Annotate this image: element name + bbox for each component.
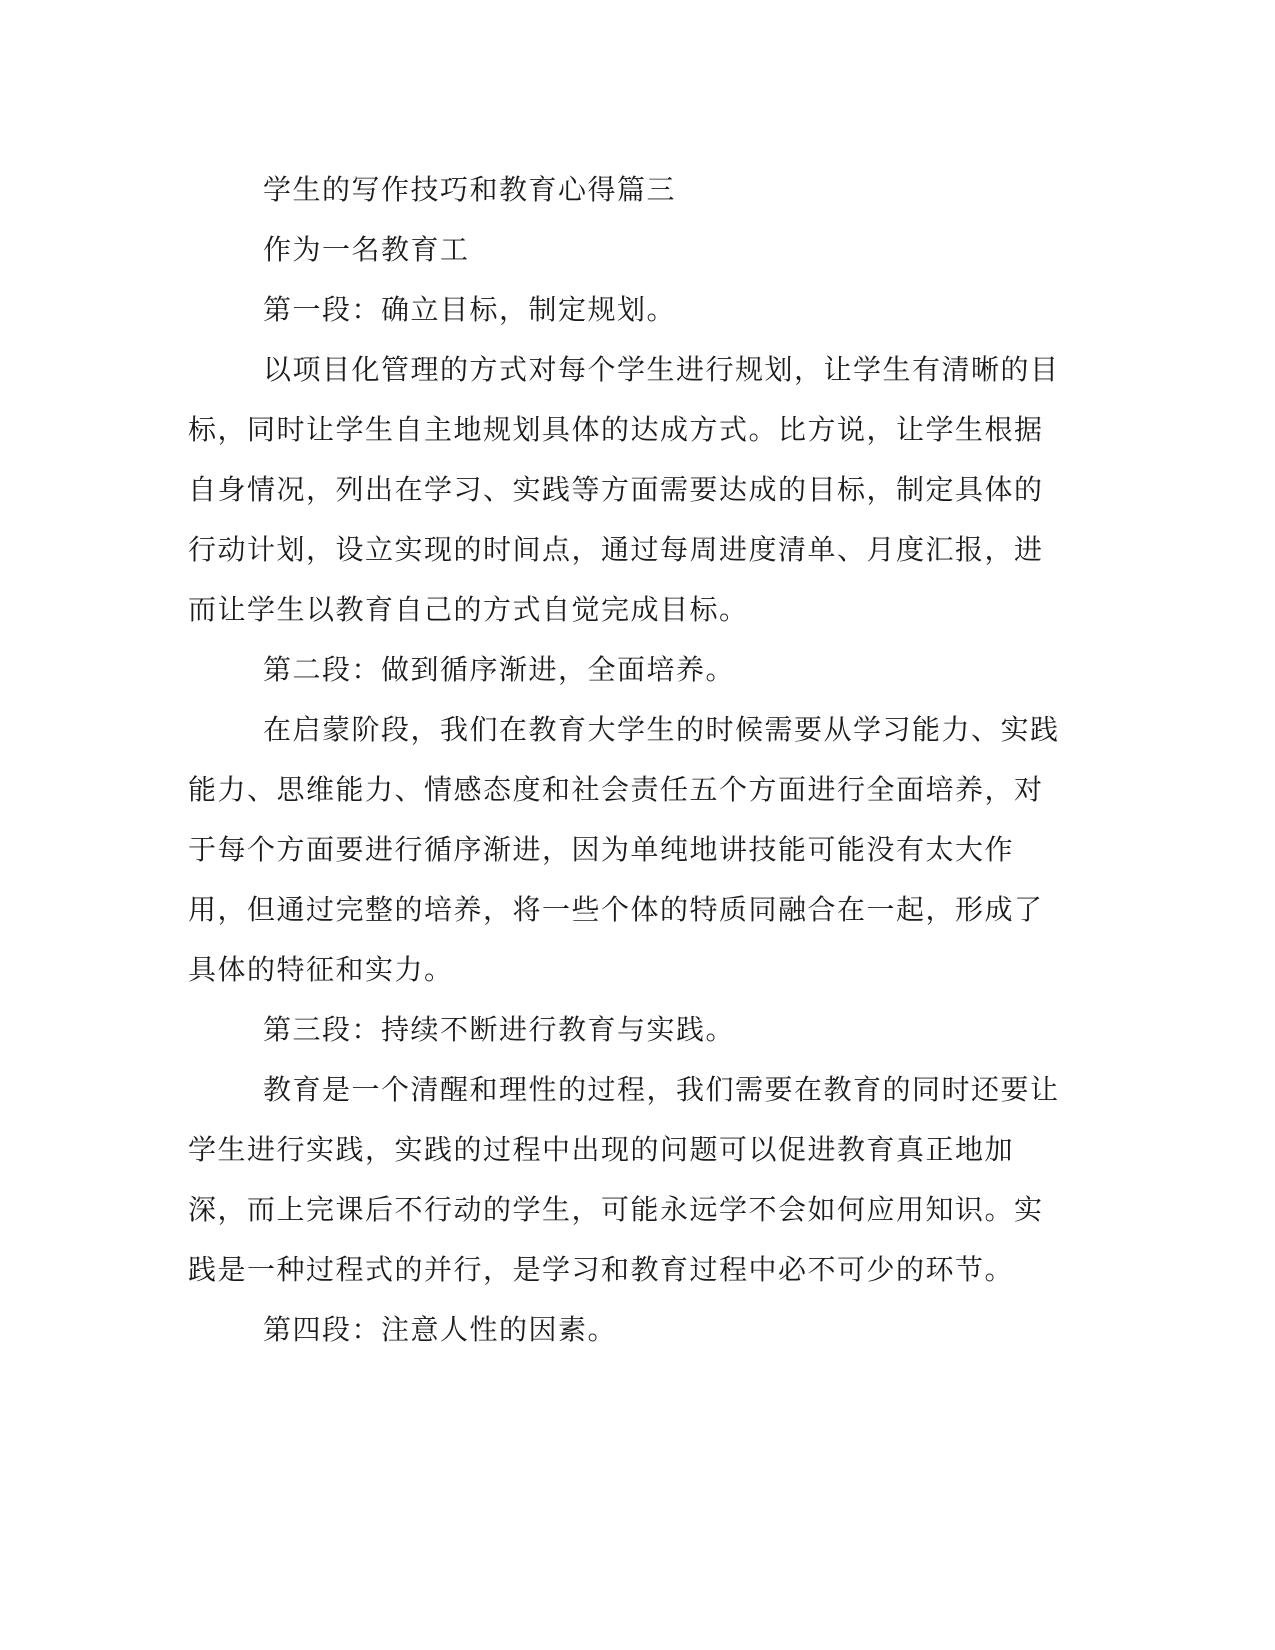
section-body-1: 以项目化管理的方式对每个学生进行规划，让学生有清晰的目标，同时让学生自主地规划具体的达成方式。比方说，让学生根据自身情况，列出在学习、实践等方面需要达成的目标，制定具体的行动计划，设立实现的时间点，通过每周进度清单、月度汇报，进而让学生以教育自己的方式自觉完成目标。 — [188, 353, 1060, 626]
section-heading-1: 第一段：确立目标，制定规划。 — [263, 293, 677, 326]
section-body-2: 在启蒙阶段，我们在教育大学生的时候需要从学习能力、实践能力、思维能力、情感态度和社会责任五个方面进行全面培养，对于每个方面要进行循序渐进，因为单纯地讲技能可能没有太大作用，但通过完整的培养，将一些个体的特质同融合在一起，形成了具体的特征和实力。 — [188, 713, 1060, 986]
section-body-3: 教育是一个清醒和理性的过程，我们需要在教育的同时还要让学生进行实践，实践的过程中出现的问题可以促进教育真正地加深，而上完课后不行动的学生，可能永远学不会如何应用知识。实践是一种过程式的并行，是学习和教育过程中必不可少的环节。 — [188, 1073, 1060, 1286]
intro-line: 作为一名教育工 — [263, 233, 470, 266]
section-heading-3: 第三段：持续不断进行教育与实践。 — [263, 1013, 736, 1046]
document-body — [188, 160, 1068, 1360]
section-heading-4: 第四段：注意人性的因素。 — [263, 1313, 618, 1346]
document-title: 学生的写作技巧和教育心得篇三 — [263, 173, 677, 206]
section-heading-2: 第二段：做到循序渐进，全面培养。 — [263, 653, 736, 686]
